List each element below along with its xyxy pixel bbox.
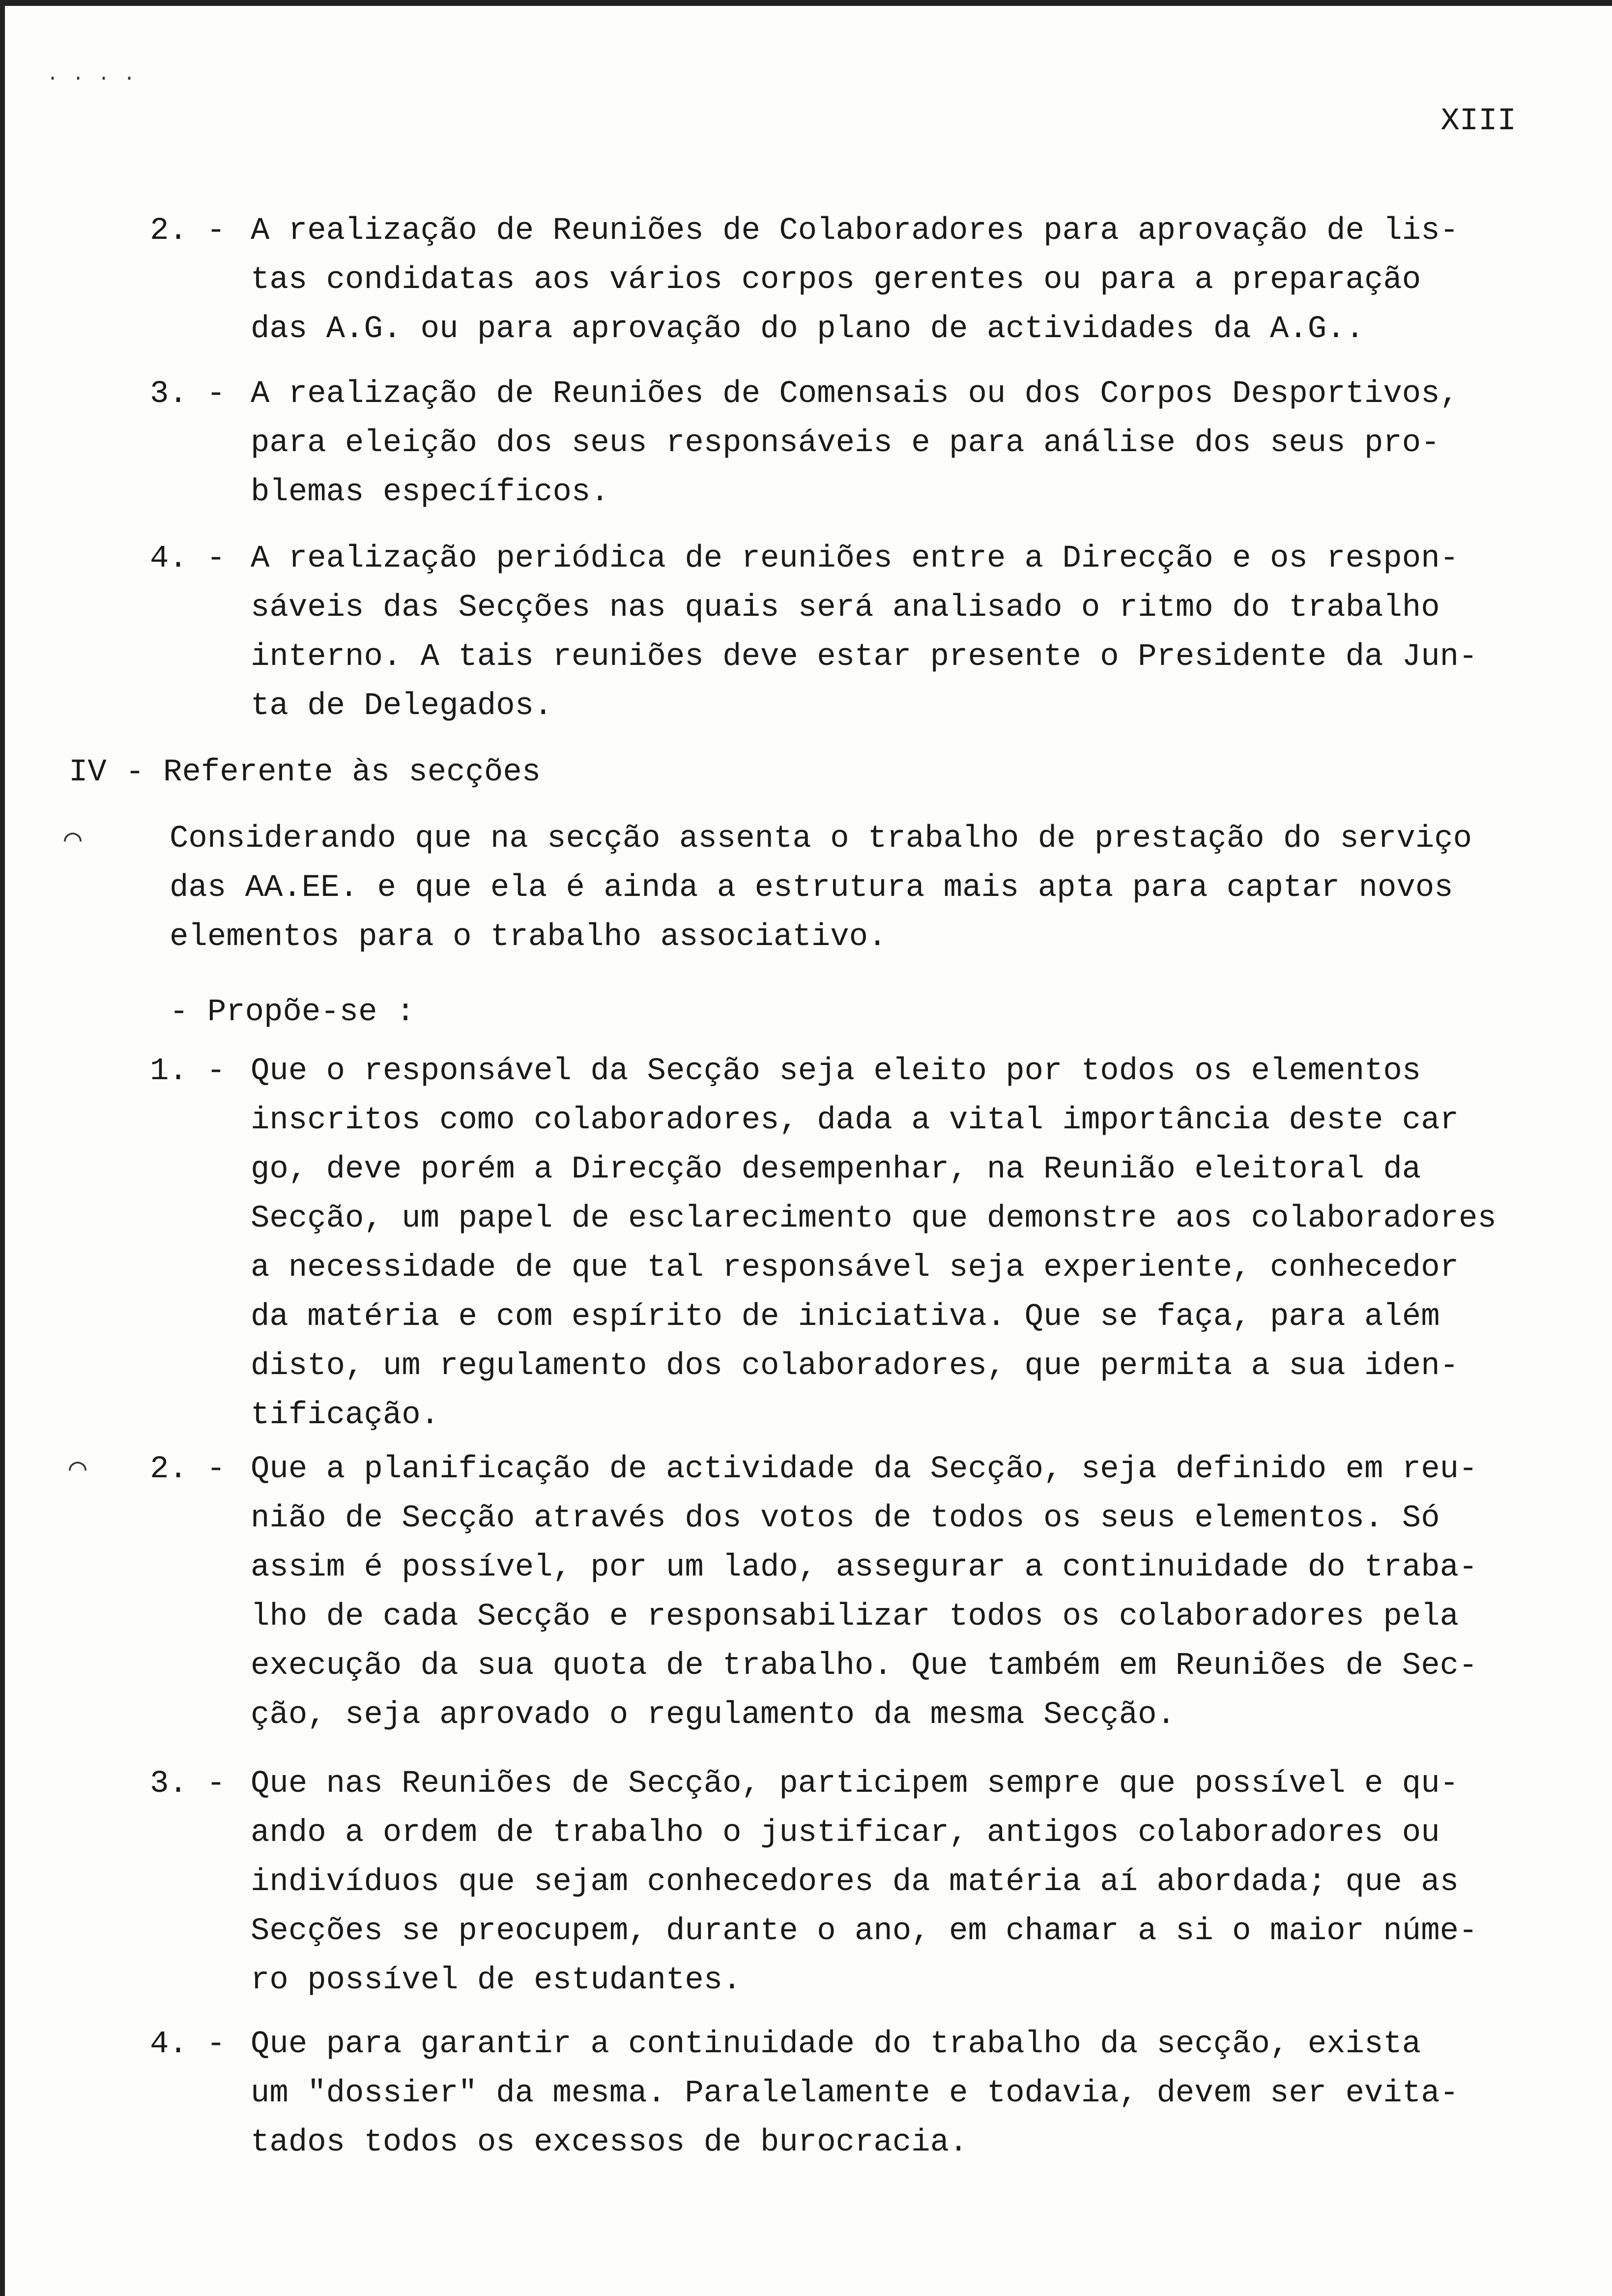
paragraph-line: Que nas Reuniões de Secção, participem sempre que possível e qu- bbox=[251, 1766, 1459, 1802]
margin-bracket-mark: ⌒ bbox=[64, 824, 82, 857]
paragraph-line: A realização de Reuniões de Comensais ou dos Corpos Desportivos, bbox=[251, 376, 1459, 412]
paragraph-line: nião de Secção através dos votos de todos os seus elementos. Só bbox=[251, 1501, 1440, 1536]
paragraph-line: tificação. bbox=[251, 1398, 440, 1433]
margin-bracket-mark: ⌒ bbox=[69, 1453, 87, 1486]
list-item bbox=[150, 206, 1575, 354]
paragraph-line: das A.G. ou para aprovação do plano de actividades da A.G.. bbox=[251, 312, 1364, 347]
paragraph-line: ta de Delegados. bbox=[251, 689, 553, 724]
paragraph-line: Que o responsável da Secção seja eleito por todos os elementos bbox=[251, 1054, 1421, 1089]
paragraph-line: ro possível de estudantes. bbox=[251, 1963, 742, 1998]
paragraph-line: go, deve porém a Direcção desempenhar, na Reunião eleitoral da bbox=[251, 1152, 1421, 1187]
scan-border-top bbox=[0, 0, 1612, 6]
section-heading: IV - Referente às secções bbox=[69, 755, 541, 790]
top-left-marks: .... bbox=[47, 64, 149, 86]
paragraph-line: Secção, um papel de esclarecimento que demonstre aos colaboradores bbox=[251, 1201, 1497, 1236]
list-item bbox=[150, 1047, 1600, 1440]
list-item bbox=[150, 1445, 1600, 1740]
item-number: 3. - bbox=[150, 1766, 226, 1802]
paragraph-line: Considerando que na secção assenta o trabalho de prestação do serviço bbox=[170, 821, 1472, 857]
propose-label: - Propõe-se : bbox=[170, 995, 415, 1030]
paragraph-line: tados todos os excessos de burocracia. bbox=[251, 2125, 968, 2160]
scan-border-left bbox=[0, 0, 5, 2296]
paragraph-line: assim é possível, por um lado, assegurar a continuidade do traba- bbox=[251, 1550, 1478, 1585]
paragraph-line: A realização de Reuniões de Colaboradores para aprovação de lis- bbox=[251, 213, 1459, 249]
paragraph-line: das AA.EE. e que ela é ainda a estrutura mais apta para captar novos bbox=[170, 870, 1453, 906]
paragraph-line: Que a planificação de actividade da Secção, seja definido em reu- bbox=[251, 1452, 1478, 1487]
page-number: XIII bbox=[1440, 104, 1516, 139]
paragraph-line: Que para garantir a continuidade do trabalho da secção, exista bbox=[251, 2027, 1421, 2062]
item-number: 2. - bbox=[150, 1452, 226, 1487]
paragraph-line: indivíduos que sejam conhecedores da matéria aí abordada; que as bbox=[251, 1865, 1459, 1900]
paragraph-line: elementos para o trabalho associativo. bbox=[170, 919, 887, 955]
paragraph-line: a necessidade de que tal responsável seja experiente, conhecedor bbox=[251, 1250, 1459, 1286]
paragraph-line: ção, seja aprovado o regulamento da mesma Secção. bbox=[251, 1697, 1176, 1733]
item-number: 3. - bbox=[150, 376, 226, 412]
paragraph-line: para eleição dos seus responsáveis e para análise dos seus pro- bbox=[251, 426, 1440, 461]
paragraph-line: da matéria e com espírito de iniciativa. Que se faça, para além bbox=[251, 1299, 1440, 1335]
paragraph-line: blemas específicos. bbox=[251, 475, 609, 510]
item-number: 4. - bbox=[150, 2027, 226, 2062]
list-item bbox=[150, 370, 1575, 517]
paragraph-line: um "dossier" da mesma. Paralelamente e todavia, devem ser evita- bbox=[251, 2076, 1459, 2111]
paragraph-line: Secções se preocupem, durante o ano, em chamar a si o maior núme- bbox=[251, 1914, 1478, 1949]
paragraph-line: lho de cada Secção e responsabilizar todos os colaboradores pela bbox=[251, 1599, 1459, 1635]
paragraph-line: ando a ordem de trabalho o justificar, antigos colaboradores ou bbox=[251, 1815, 1440, 1851]
list-item bbox=[150, 534, 1575, 731]
paragraph-line: interno. A tais reuniões deve estar presente o Presidente da Jun- bbox=[251, 639, 1478, 675]
paragraph-line: execução da sua quota de trabalho. Que também em Reuniões de Sec- bbox=[251, 1648, 1478, 1684]
item-number: 2. - bbox=[150, 213, 226, 249]
paragraph-line: sáveis das Secções nas quais será analisado o ritmo do trabalho bbox=[251, 590, 1440, 626]
paragraph-line: inscritos como colaboradores, dada a vital importância deste car bbox=[251, 1103, 1459, 1138]
paragraph-line: A realização periódica de reuniões entre a Direcção e os respon- bbox=[251, 541, 1459, 576]
paragraph-line: tas condidatas aos vários corpos gerentes ou para a preparação bbox=[251, 262, 1421, 298]
intro-paragraph bbox=[170, 814, 1472, 962]
paragraph-line: disto, um regulamento dos colaboradores, que permita a sua iden- bbox=[251, 1349, 1459, 1384]
item-number: 1. - bbox=[150, 1054, 226, 1089]
item-number: 4. - bbox=[150, 541, 226, 576]
list-item bbox=[150, 1759, 1600, 2005]
list-item bbox=[150, 2020, 1600, 2167]
